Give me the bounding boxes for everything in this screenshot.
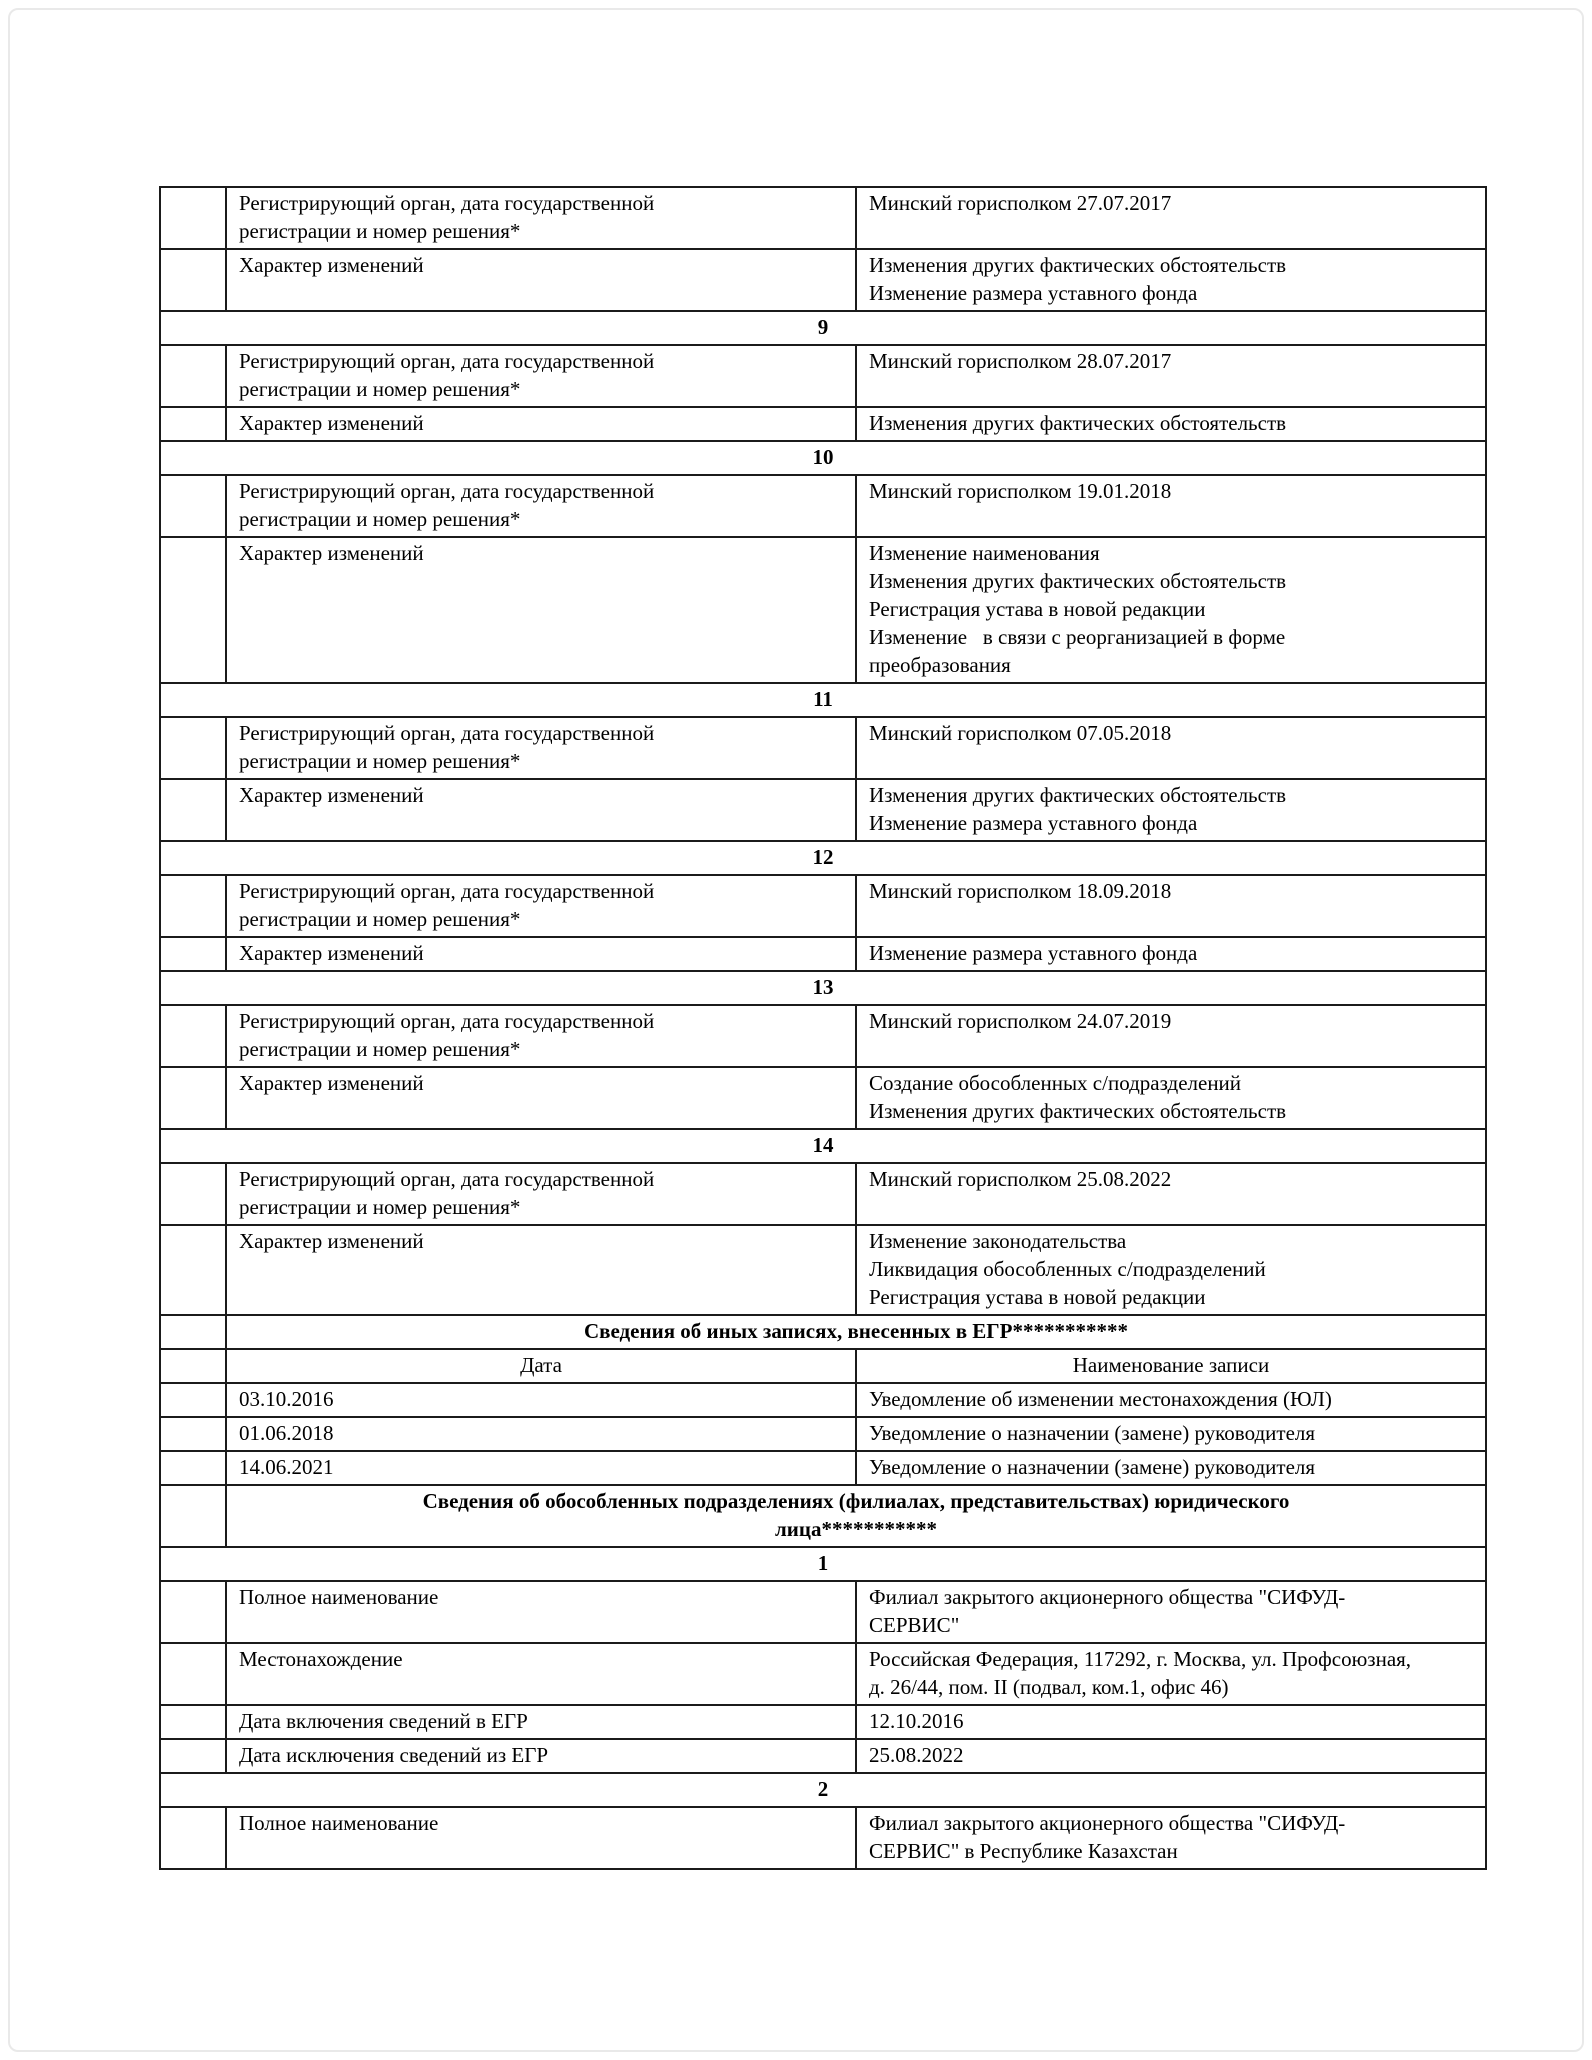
columns-header-row bbox=[160, 1349, 1486, 1383]
changes-label: Характер изменений bbox=[239, 1229, 424, 1253]
changes-label: Характер изменений bbox=[239, 541, 424, 565]
other-record-name-cell bbox=[856, 1417, 1486, 1451]
other-record-date-cell bbox=[226, 1451, 856, 1485]
changes-value-cell bbox=[856, 1225, 1486, 1315]
field-value: 25.08.2022 bbox=[869, 1743, 964, 1767]
subdivision-field-row bbox=[160, 1581, 1486, 1643]
registering-org-value-cell bbox=[856, 1163, 1486, 1225]
registering-org-label-cell bbox=[226, 1005, 856, 1067]
record-number: 13 bbox=[160, 971, 1486, 1005]
changes-value-cell bbox=[856, 249, 1486, 311]
row-index-cell bbox=[160, 1485, 226, 1547]
changes-row bbox=[160, 537, 1486, 683]
row-index-cell bbox=[160, 537, 226, 683]
record-number: 9 bbox=[160, 311, 1486, 345]
field-value-cell bbox=[856, 1739, 1486, 1773]
other-record-date-cell bbox=[226, 1383, 856, 1417]
registering-org-label: Регистрирующий орган, дата государственной регистрации и номер решения* bbox=[239, 1009, 655, 1061]
registering-org-row bbox=[160, 475, 1486, 537]
changes-label: Характер изменений bbox=[239, 1071, 424, 1095]
registering-org-value: Минский горисполком 27.07.2017 bbox=[869, 191, 1172, 215]
changes-row bbox=[160, 1225, 1486, 1315]
change-item: Изменения других фактических обстоятельств bbox=[869, 1099, 1287, 1123]
registering-org-value-cell bbox=[856, 345, 1486, 407]
other-record-row bbox=[160, 1383, 1486, 1417]
registry-document-table bbox=[159, 186, 1487, 1870]
record-number: 12 bbox=[160, 841, 1486, 875]
change-item: Изменение наименования bbox=[869, 541, 1100, 565]
changes-label-cell bbox=[226, 537, 856, 683]
changes-label-cell bbox=[226, 937, 856, 971]
registering-org-value-cell bbox=[856, 875, 1486, 937]
row-index-cell bbox=[160, 779, 226, 841]
changes-label: Характер изменений bbox=[239, 253, 424, 277]
field-value-cell bbox=[856, 1643, 1486, 1705]
record-name-column-header: Наименование записи bbox=[856, 1349, 1486, 1383]
changes-label: Характер изменений bbox=[239, 783, 424, 807]
registering-org-label-cell bbox=[226, 1163, 856, 1225]
changes-label-cell bbox=[226, 249, 856, 311]
row-index-cell bbox=[160, 1349, 226, 1383]
field-label-cell bbox=[226, 1643, 856, 1705]
other-record-date: 14.06.2021 bbox=[239, 1455, 334, 1479]
field-label-cell bbox=[226, 1807, 856, 1869]
row-index-cell bbox=[160, 1705, 226, 1739]
change-item: Регистрация устава в новой редакции bbox=[869, 597, 1206, 621]
row-index-cell bbox=[160, 1315, 226, 1349]
change-item: Изменения других фактических обстоятельств bbox=[869, 569, 1287, 593]
record-number-row bbox=[160, 683, 1486, 717]
registering-org-value-cell bbox=[856, 717, 1486, 779]
row-index-cell bbox=[160, 1581, 226, 1643]
other-record-name: Уведомление об изменении местонахождения (ЮЛ) bbox=[869, 1387, 1332, 1411]
row-index-cell bbox=[160, 1225, 226, 1315]
field-value-cell bbox=[856, 1807, 1486, 1869]
field-label-cell bbox=[226, 1739, 856, 1773]
registering-org-row bbox=[160, 875, 1486, 937]
change-item: Изменения других фактических обстоятельств bbox=[869, 411, 1287, 435]
changes-value-cell bbox=[856, 407, 1486, 441]
row-index-cell bbox=[160, 407, 226, 441]
registering-org-label: Регистрирующий орган, дата государственной регистрации и номер решения* bbox=[239, 191, 655, 243]
registering-org-value: Минский горисполком 24.07.2019 bbox=[869, 1009, 1172, 1033]
row-index-cell bbox=[160, 345, 226, 407]
registering-org-row bbox=[160, 717, 1486, 779]
record-number-row bbox=[160, 1773, 1486, 1807]
changes-label-cell bbox=[226, 1225, 856, 1315]
registering-org-label: Регистрирующий орган, дата государственной регистрации и номер решения* bbox=[239, 479, 655, 531]
registering-org-value-cell bbox=[856, 187, 1486, 249]
changes-row bbox=[160, 1067, 1486, 1129]
row-index-cell bbox=[160, 1005, 226, 1067]
row-index-cell bbox=[160, 1451, 226, 1485]
row-index-cell bbox=[160, 717, 226, 779]
row-index-cell bbox=[160, 1067, 226, 1129]
date-column-header: Дата bbox=[226, 1349, 856, 1383]
registering-org-value: Минский горисполком 28.07.2017 bbox=[869, 349, 1172, 373]
change-item: Изменение размера уставного фонда bbox=[869, 941, 1198, 965]
changes-label: Характер изменений bbox=[239, 411, 424, 435]
other-record-row bbox=[160, 1417, 1486, 1451]
field-label: Местонахождение bbox=[239, 1647, 403, 1671]
row-index-cell bbox=[160, 1163, 226, 1225]
record-number: 11 bbox=[160, 683, 1486, 717]
field-value: Филиал закрытого акционерного общества "СИФУД-СЕРВИС" bbox=[869, 1585, 1346, 1637]
other-record-date: 01.06.2018 bbox=[239, 1421, 334, 1445]
record-number-row bbox=[160, 311, 1486, 345]
registering-org-label-cell bbox=[226, 475, 856, 537]
field-label: Полное наименование bbox=[239, 1811, 439, 1835]
registering-org-value-cell bbox=[856, 475, 1486, 537]
registering-org-label-cell bbox=[226, 875, 856, 937]
row-index-cell bbox=[160, 475, 226, 537]
registering-org-label-cell bbox=[226, 187, 856, 249]
registering-org-label-cell bbox=[226, 345, 856, 407]
registering-org-value: Минский горисполком 18.09.2018 bbox=[869, 879, 1172, 903]
registering-org-label: Регистрирующий орган, дата государственной регистрации и номер решения* bbox=[239, 879, 655, 931]
other-records-section-title: Сведения об иных записях, внесенных в ЕГР*********** bbox=[584, 1319, 1128, 1343]
field-value-cell bbox=[856, 1705, 1486, 1739]
change-item: Ликвидация обособленных с/подразделений bbox=[869, 1257, 1266, 1281]
other-record-name: Уведомление о назначении (замене) руководителя bbox=[869, 1455, 1316, 1479]
registering-org-value-cell bbox=[856, 1005, 1486, 1067]
changes-row bbox=[160, 779, 1486, 841]
registering-org-label: Регистрирующий орган, дата государственной регистрации и номер решения* bbox=[239, 1167, 655, 1219]
section-title-row bbox=[160, 1315, 1486, 1349]
record-number: 1 bbox=[160, 1547, 1486, 1581]
field-value: Российская Федерация, 117292, г. Москва, ул. Профсоюзная, д. 26/44, пом. II (подвал, ком.1, офис 46) bbox=[869, 1647, 1417, 1699]
record-number-row bbox=[160, 971, 1486, 1005]
row-index-cell bbox=[160, 937, 226, 971]
record-number-row bbox=[160, 1129, 1486, 1163]
registering-org-row bbox=[160, 187, 1486, 249]
field-label: Дата включения сведений в ЕГР bbox=[239, 1709, 528, 1733]
change-item: Регистрация устава в новой редакции bbox=[869, 1285, 1206, 1309]
change-item: Создание обособленных с/подразделений bbox=[869, 1071, 1242, 1095]
registering-org-label: Регистрирующий орган, дата государственной регистрации и номер решения* bbox=[239, 349, 655, 401]
registering-org-label: Регистрирующий орган, дата государственной регистрации и номер решения* bbox=[239, 721, 655, 773]
changes-value-cell bbox=[856, 937, 1486, 971]
registering-org-row bbox=[160, 1005, 1486, 1067]
changes-label: Характер изменений bbox=[239, 941, 424, 965]
change-item: Изменение законодательства bbox=[869, 1229, 1127, 1253]
other-record-name-cell bbox=[856, 1451, 1486, 1485]
other-record-date: 03.10.2016 bbox=[239, 1387, 334, 1411]
section-title-cell bbox=[226, 1485, 1486, 1547]
registering-org-value: Минский горисполком 19.01.2018 bbox=[869, 479, 1172, 503]
change-item: Изменения других фактических обстоятельств bbox=[869, 253, 1287, 277]
record-number: 10 bbox=[160, 441, 1486, 475]
field-value: Филиал закрытого акционерного общества "СИФУД-СЕРВИС" в Республике Казахстан bbox=[869, 1811, 1346, 1863]
row-index-cell bbox=[160, 1417, 226, 1451]
change-item: Изменение размера уставного фонда bbox=[869, 811, 1198, 835]
registering-org-value: Минский горисполком 25.08.2022 bbox=[869, 1167, 1172, 1191]
field-label-cell bbox=[226, 1705, 856, 1739]
row-index-cell bbox=[160, 249, 226, 311]
changes-row bbox=[160, 407, 1486, 441]
changes-row bbox=[160, 249, 1486, 311]
field-label: Полное наименование bbox=[239, 1585, 439, 1609]
changes-label-cell bbox=[226, 1067, 856, 1129]
row-index-cell bbox=[160, 1383, 226, 1417]
other-record-name: Уведомление о назначении (замене) руководителя bbox=[869, 1421, 1316, 1445]
changes-value-cell bbox=[856, 779, 1486, 841]
subdivision-field-row bbox=[160, 1739, 1486, 1773]
field-label: Дата исключения сведений из ЕГР bbox=[239, 1743, 549, 1767]
subdivisions-section-title: Сведения об обособленных подразделениях (филиалах, представительствах) юридического лица*********** bbox=[422, 1489, 1290, 1541]
row-index-cell bbox=[160, 875, 226, 937]
section-title-row bbox=[160, 1485, 1486, 1547]
other-record-row bbox=[160, 1451, 1486, 1485]
registering-org-row bbox=[160, 345, 1486, 407]
row-index-cell bbox=[160, 1807, 226, 1869]
row-index-cell bbox=[160, 1739, 226, 1773]
registering-org-row bbox=[160, 1163, 1486, 1225]
registering-org-value: Минский горисполком 07.05.2018 bbox=[869, 721, 1172, 745]
change-item: Изменения других фактических обстоятельств bbox=[869, 783, 1287, 807]
changes-label-cell bbox=[226, 779, 856, 841]
field-label-cell bbox=[226, 1581, 856, 1643]
record-number-row bbox=[160, 1547, 1486, 1581]
section-title-cell bbox=[226, 1315, 1486, 1349]
subdivision-field-row bbox=[160, 1643, 1486, 1705]
changes-row bbox=[160, 937, 1486, 971]
changes-label-cell bbox=[226, 407, 856, 441]
change-item: Изменение размера уставного фонда bbox=[869, 281, 1198, 305]
field-value: 12.10.2016 bbox=[869, 1709, 964, 1733]
change-item: Изменение в связи с реорганизацией в форме преобразования bbox=[869, 625, 1291, 677]
record-number-row bbox=[160, 841, 1486, 875]
record-number: 2 bbox=[160, 1773, 1486, 1807]
other-record-name-cell bbox=[856, 1383, 1486, 1417]
record-number: 14 bbox=[160, 1129, 1486, 1163]
subdivision-field-row bbox=[160, 1807, 1486, 1869]
registering-org-label-cell bbox=[226, 717, 856, 779]
row-index-cell bbox=[160, 1643, 226, 1705]
subdivision-field-row bbox=[160, 1705, 1486, 1739]
row-index-cell bbox=[160, 187, 226, 249]
field-value-cell bbox=[856, 1581, 1486, 1643]
changes-value-cell bbox=[856, 537, 1486, 683]
other-record-date-cell bbox=[226, 1417, 856, 1451]
record-number-row bbox=[160, 441, 1486, 475]
changes-value-cell bbox=[856, 1067, 1486, 1129]
